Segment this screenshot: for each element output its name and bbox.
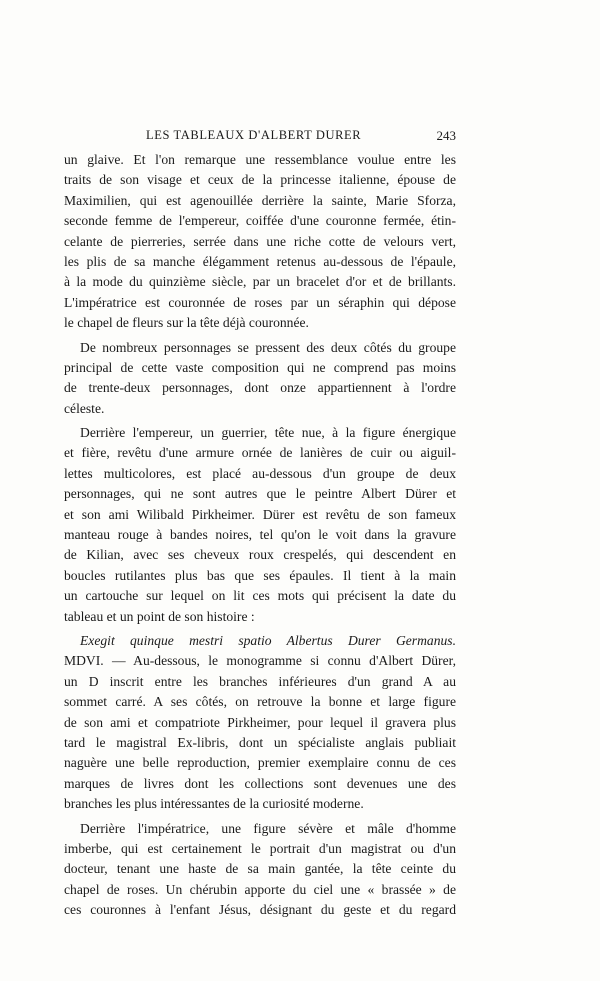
text-line: branches les plus intéressantes de la curiosité moderne. (64, 796, 364, 812)
text-line: les plis de sa manche élégamment retenus au-dessous de l'épaule, (64, 253, 456, 269)
text-line: De nombreux personnages se pressent des deux côtés du groupe (80, 339, 456, 355)
text-line: tard le magistral Ex-libris, dont un spécialiste anglais publiait (64, 734, 456, 750)
text-line: ces couronnes à l'enfant Jésus, désignant du geste et du regard (64, 902, 456, 918)
text-line: personnages, qui ne sont autres que le peintre Albert Dürer et (64, 486, 456, 502)
paragraph (64, 819, 456, 921)
text-line: chapel de roses. Un chérubin apporte du ciel une « brassée » de (64, 881, 456, 897)
running-head (64, 128, 456, 148)
body-text (64, 150, 456, 924)
text-line: seconde femme de l'empereur, coiffée d'une couronne fermée, étin- (64, 213, 456, 229)
text-line: un cartouche sur lequel on lit ces mots qui précisent la date du (64, 588, 456, 604)
text-line: celante de pierreries, serrée dans une riche cotte de velours vert, (64, 233, 456, 249)
page-number: 243 (436, 128, 456, 143)
text-line: de Kilian, avec ses cheveux roux crespelés, qui descendent en (64, 547, 456, 563)
text-line: Derrière l'impératrice, une figure sévère et mâle d'homme (80, 820, 456, 836)
text-line: MDVI. — Au-dessous, le monogramme si connu d'Albert Dürer, (64, 653, 456, 669)
text-line: docteur, tenant une haste de sa main gantée, la tête ceinte du (64, 861, 456, 877)
text-line: Derrière l'empereur, un guerrier, tête nue, à la figure énergique (80, 425, 456, 441)
text-line: boucles rutilantes plus bas que ses épaules. Il tient à la main (64, 567, 456, 583)
text-line: un glaive. Et l'on remarque une ressemblance voulue entre les (64, 152, 456, 167)
text-line: et fière, revêtu d'une armure ornée de lanières de cuir ou aiguil- (64, 445, 456, 461)
running-title: LES TABLEAUX D'ALBERT DURER (146, 128, 362, 142)
text-line: lettes multicolores, est placé au-dessous d'un groupe de deux (64, 465, 456, 481)
text-line: Maximilien, qui est agenouillée derrière la sainte, Marie Sforza, (64, 192, 456, 208)
paragraph (64, 631, 456, 815)
text-line: marques de livres dont les collections sont devenues une des (64, 775, 456, 791)
text-line: de son ami et compatriote Pirkheimer, pour lequel il gravera plus (64, 714, 456, 730)
text-line: imberbe, qui est certainement le portrait d'un magistrat ou d'un (64, 840, 456, 856)
text-line: céleste. (64, 400, 105, 416)
inscription-line: Exegit quinque mestri spatio Albertus Durer Germanus. (80, 632, 456, 648)
text-line: tableau et un point de son histoire : (64, 608, 255, 624)
text-line: à la mode du quinzième siècle, par un bracelet d'or et de brillants. (64, 274, 456, 290)
text-line: L'impératrice est couronnée de roses par un séraphin qui dépose (64, 294, 456, 310)
text-line: manteau rouge à bandes noires, tel qu'on le voit dans la gravure (64, 527, 456, 543)
text-line: et son ami Wilibald Pirkheimer. Dürer est revêtu de son fameux (64, 506, 456, 522)
text-line: naguère une belle reproduction, premier exemplaire connu de ces (64, 755, 456, 771)
text-line: un D inscrit entre les branches inférieures d'un grand A au (64, 673, 456, 689)
text-line: traits de son visage et ceux de la princesse italienne, épouse de (64, 172, 456, 188)
paragraph (64, 423, 456, 627)
paragraph (64, 150, 456, 334)
text-line: de trente-deux personnages, dont onze appartiennent à l'ordre (64, 380, 456, 396)
text-line: principal de cette vaste composition qui ne comprend pas moins (64, 359, 456, 375)
text-line: le chapel de fleurs sur la tête déjà couronnée. (64, 315, 309, 331)
paragraph (64, 338, 456, 420)
text-line: sommet carré. A ses côtés, on retrouve la bonne et large figure (64, 694, 456, 710)
